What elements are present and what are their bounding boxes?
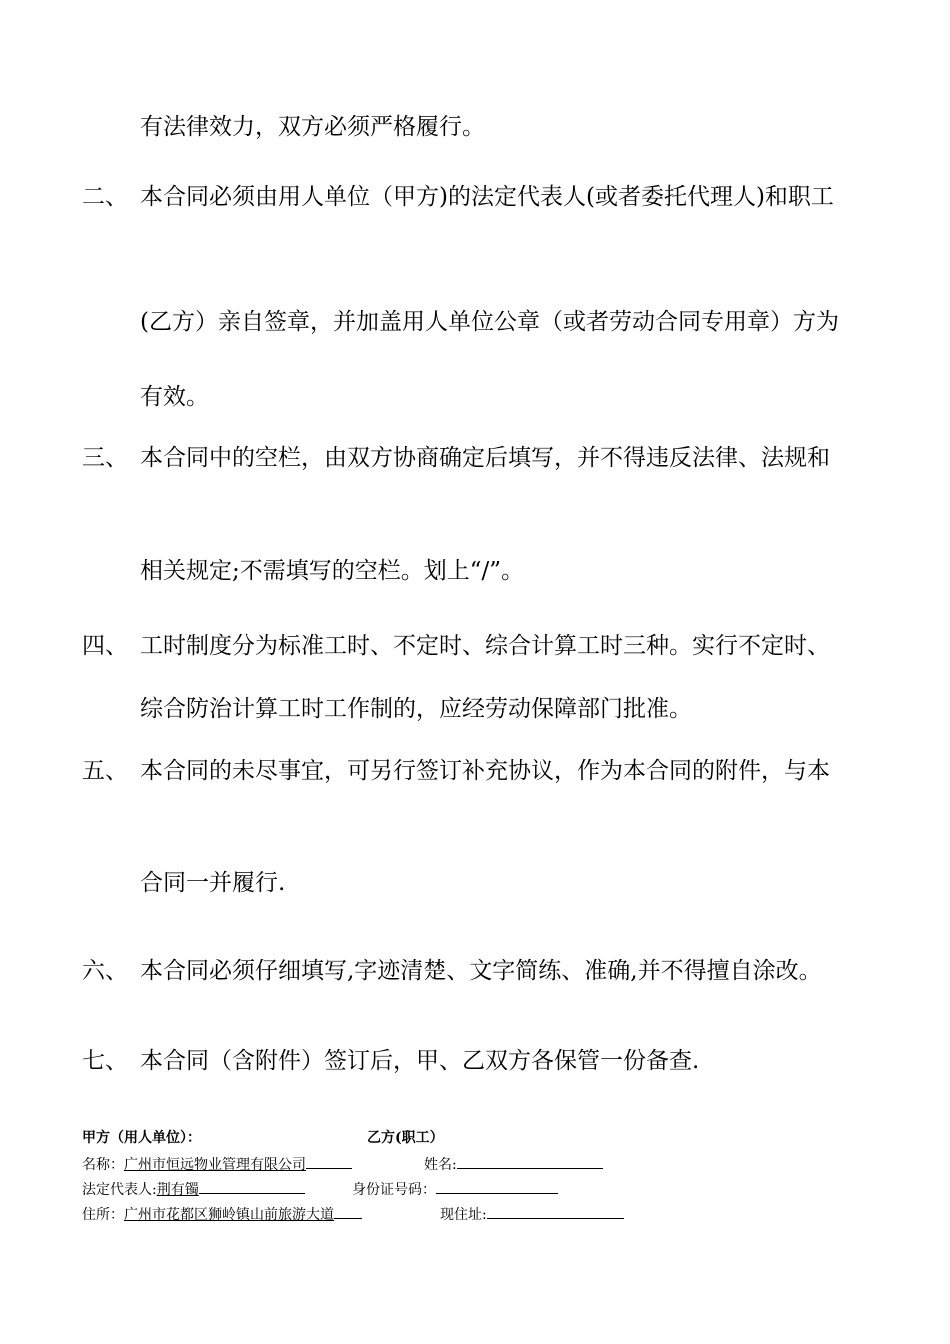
clause-3-line-1: 本合同中的空栏，由双方协商确定后填写，并不得违反法律、法规和 bbox=[140, 445, 830, 471]
rep-value: 荆有镯 bbox=[156, 1182, 199, 1198]
clause-2-line-3: 有效。 bbox=[140, 384, 209, 410]
rep-label: 法定代表人: bbox=[82, 1182, 157, 1198]
clause-1-continuation: 有法律效力，双方必须严格履行。 bbox=[140, 114, 485, 140]
rep-blank-line bbox=[199, 1179, 305, 1194]
party-a-name-row bbox=[82, 1154, 352, 1174]
b-id-blank-line bbox=[436, 1179, 558, 1194]
name-blank-line bbox=[306, 1154, 352, 1169]
clause-6-number: 六、 bbox=[82, 958, 128, 984]
party-b-name-row bbox=[424, 1154, 603, 1174]
b-name-blank-line bbox=[457, 1154, 603, 1169]
clause-3-number: 三、 bbox=[82, 445, 128, 471]
party-a-rep-row bbox=[82, 1179, 305, 1199]
clause-7-line-1: 本合同（含附件）签订后，甲、乙双方各保管一份备查. bbox=[140, 1048, 700, 1074]
clause-5-number: 五、 bbox=[82, 758, 128, 784]
clause-4-number: 四、 bbox=[82, 633, 128, 659]
clause-5-line-2: 合同一并履行. bbox=[140, 870, 286, 896]
clause-2-line-1: 本合同必须由用人单位（甲方)的法定代表人(或者委托代理人)和职工 bbox=[140, 184, 834, 210]
party-b-addr-row bbox=[440, 1204, 624, 1224]
addr-value: 广州市花都区狮岭镇山前旅游大道 bbox=[124, 1207, 334, 1223]
addr-label: 住所： bbox=[82, 1207, 124, 1223]
b-addr-label: 现住址: bbox=[440, 1207, 487, 1223]
clause-3-line-2: 相关规定;不需填写的空栏。划上“/”。 bbox=[140, 558, 525, 584]
b-name-label: 姓名: bbox=[424, 1157, 457, 1173]
clause-2-line-2: (乙方）亲自签章，并加盖用人单位公章（或者劳动合同专用章）方为 bbox=[140, 309, 839, 335]
addr-blank-line bbox=[334, 1204, 362, 1219]
party-a-addr-row bbox=[82, 1204, 362, 1224]
name-value: 广州市恒远物业管理有限公司 bbox=[124, 1157, 306, 1173]
clause-2-number: 二、 bbox=[82, 184, 128, 210]
party-b-header: 乙方(职工） bbox=[367, 1130, 444, 1146]
name-label: 名称： bbox=[82, 1157, 124, 1173]
clause-4-line-1: 工时制度分为标准工时、不定时、综合计算工时三种。实行不定时、 bbox=[140, 633, 830, 659]
party-b-id-row bbox=[352, 1179, 558, 1199]
b-id-label: 身份证号码： bbox=[352, 1182, 436, 1198]
clause-5-line-1: 本合同的未尽事宜，可另行签订补充协议，作为本合同的附件，与本 bbox=[140, 758, 830, 784]
party-a-header: 甲方（用人单位）： bbox=[82, 1130, 201, 1146]
clause-4-line-2: 综合防治计算工时工作制的，应经劳动保障部门批准。 bbox=[140, 696, 692, 722]
clause-6-line-1: 本合同必须仔细填写,字迹清楚、文字简练、准确,并不得擅自涂改。 bbox=[140, 958, 822, 984]
clause-7-number: 七、 bbox=[82, 1048, 128, 1074]
b-addr-blank-line bbox=[487, 1204, 624, 1219]
